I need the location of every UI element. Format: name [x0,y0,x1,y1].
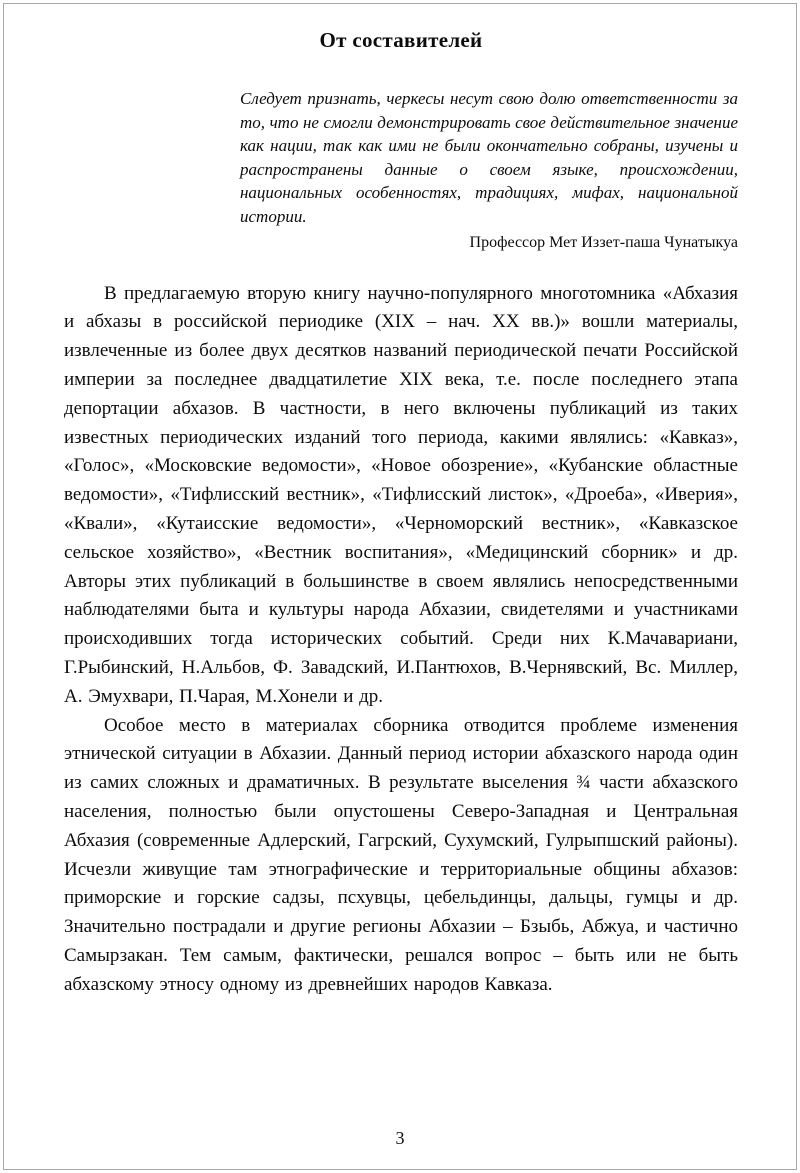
document-page [64,28,738,999]
epigraph-text: Следует признать, черкесы несут свою долю ответственности за то, что не смогли демонстрировать свое действительное значение как нации, так как ими не были окончательно собраны, изучены и распространены данные о своем языке, происхождении, национальных особенностях, традициях, мифах, национальной истории. [240,89,738,226]
paragraph-2: Особое место в материалах сборника отводится проблеме изменения этнической ситуации в Абхазии. Данный период истории абхазского народа один из самих сложных и драматичных. В результате выселения ¾ части абхазского населения, полностью были опустошены Северо-Западная и Центральная Абхазия (современные Адлерский, Гагрский, Сухумский, Гулрыпшский районы). Исчезли живущие там этнографические и территориальные общины абхазов: приморские и горские садзы, псхувцы, цебельдинцы, дальцы, гумцы и др. Значительно пострадали и другие регионы Абхазии – Бзыбь, Абжуа, и частично Самырзакан. Тем самым, фактически, решался вопрос – быть или не быть абхазскому этносу одному из древнейших народов Кавказа. [64,714,738,995]
epigraph-block [240,87,738,254]
page-title: От составителей [319,28,483,52]
body-text [64,280,738,1000]
epigraph-attribution: Профессор Мет Иззет-паша Чунатыкуа [469,233,738,251]
page-number: 3 [395,1128,405,1148]
paragraph-1: В предлагаемую вторую книгу научно-популярного многотомника «Абхазия и абхазы в российской периодике (XIX – нач. XX вв.)» вошли материалы, извлеченные из более двух десятков названий периодической печати Российской империи за последнее двадцатилетие XIX века, т.е. после последнего этапа депортации абхазов. В частности, в него включены публикаций из таких известных периодических изданий того периода, какими являлись: «Кавказ», «Голос», «Московские ведомости», «Новое обозрение», «Кубанские областные ведомости», «Тифлисский вестник», «Тифлисский листок», «Дроеба», «Иверия», «Квали», «Кутаисские ведомости», «Черноморский вестник», «Кавказское сельское хозяйство», «Вестник воспитания», «Медицинский сборник» и др. Авторы этих публикаций в большинстве в своем являлись непосредственными наблюдателями быта и культуры народа Абхазии, свидетелями и участниками происходивших тогда исторических событий. Среди них К.Мачавариани, Г.Рыбинский, Н.Альбов, Ф. Завадский, И.Пантюхов, В.Чернявский, Вс. Миллер, А. Эмухвари, П.Чарая, М.Хонели и др. [64,282,738,707]
